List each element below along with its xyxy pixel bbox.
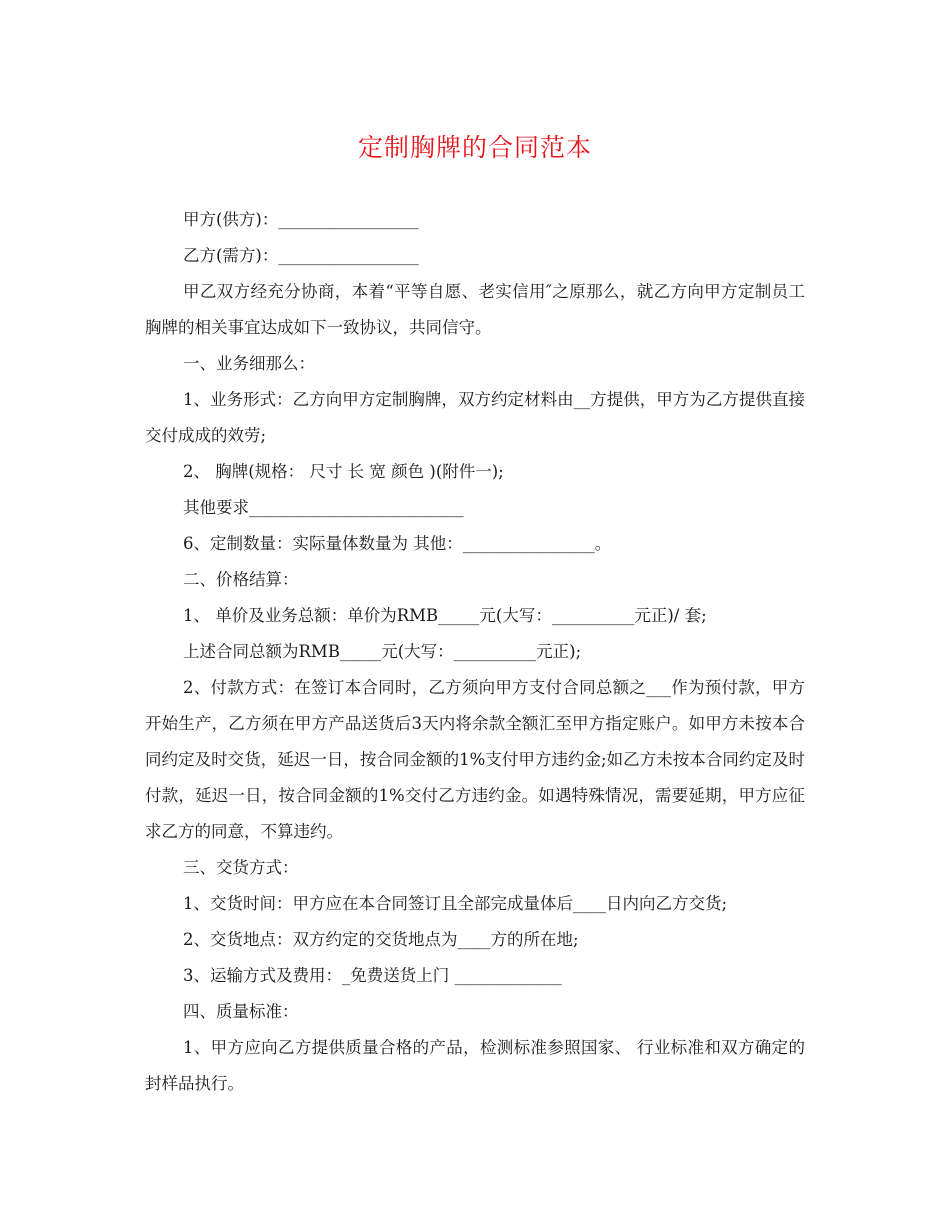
document-title: 定制胸牌的合同范本 xyxy=(357,133,592,162)
clause-unit-price: 1、 单价及业务总额：单价为RMB_____元(大写：__________元正)/ 套; xyxy=(183,606,707,625)
clause-total-amount: 上述合同总额为RMB_____元(大写：__________元正); xyxy=(183,642,582,661)
clause-transport: 3、运输方式及费用：_免费送货上门 _____________ xyxy=(183,966,562,985)
clause-delivery-place: 2、交货地点：双方约定的交货地点为____方的所在地; xyxy=(183,930,579,949)
clause-business-form: 1、业务形式：乙方向甲方定制胸牌，双方约定材料由__方提供，甲方为乙方提供直接交付成成的效劳; xyxy=(145,390,805,445)
clause-quality-standard: 1、甲方应向乙方提供质量合格的产品，检测标准参照国家、 行业标准和双方确定的封样品执行。 xyxy=(145,1038,805,1093)
clause-badge-spec: 2、 胸牌(规格： 尺寸 长 宽 颜色 )(附件一); xyxy=(183,462,504,481)
section-heading-quality: 四、质量标准： xyxy=(183,1002,299,1021)
preamble-paragraph: 甲乙双方经充分协商，本着“平等自愿、老实信用″之原那么，就乙方向甲方定制员工胸牌的相关事宜达成如下一致协议，共同信守。 xyxy=(145,282,805,337)
clause-quantity: 6、定制数量：实际量体数量为 其他：________________。 xyxy=(183,534,612,553)
party-b-line: 乙方(需方)：_________________ xyxy=(183,246,419,265)
section-heading-delivery: 三、交货方式： xyxy=(183,858,299,877)
party-a-line: 甲方(供方)：_________________ xyxy=(183,210,419,229)
section-heading-business: 一、业务细那么： xyxy=(183,354,315,373)
clause-payment: 2、付款方式：在签订本合同时，乙方须向甲方支付合同总额之___作为预付款，甲方开始生产，乙方须在甲方产品送货后3天内将余款全额汇至甲方指定账户。如甲方未按本合同约定及时交货，延迟一日，按合同金额的1%支付甲方违约金;如乙方未按本合同约定及时付款，延迟一日，按合同金额的1%交付乙方违约金。如遇特殊情况，需要延期，甲方应征求乙方的同意，不算违约。 xyxy=(145,678,805,841)
section-heading-price: 二、价格结算： xyxy=(183,570,299,589)
clause-delivery-time: 1、交货时间：甲方应在本合同签订且全部完成量体后____日内向乙方交货; xyxy=(183,894,728,913)
clause-other-requirements: 其他要求__________________________ xyxy=(183,498,464,517)
document-body xyxy=(145,202,805,1102)
